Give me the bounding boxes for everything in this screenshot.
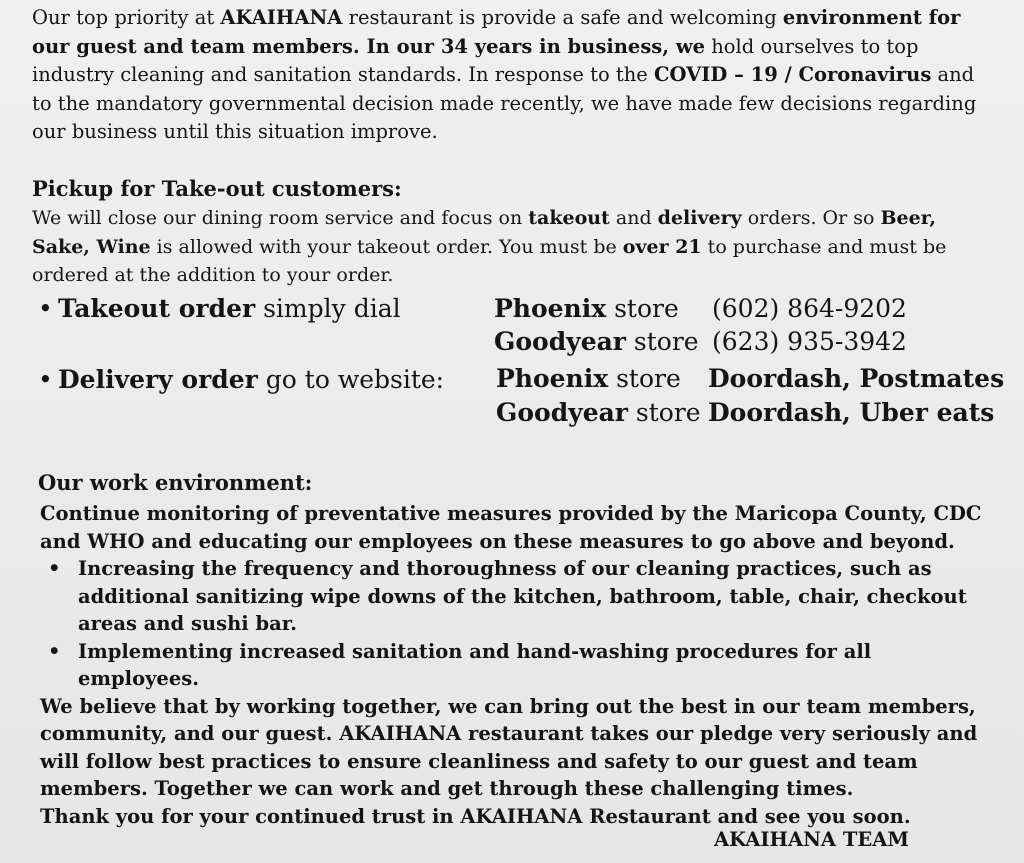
intro-text: restaurant is provide a safe and welcoming — [342, 6, 783, 29]
delivery-label: Delivery order — [58, 365, 258, 394]
covid-label: COVID – 19 / Coronavirus — [654, 63, 932, 86]
bullet-icon: • — [38, 365, 53, 394]
goodyear-phone: (623) 935-3942 — [712, 327, 907, 356]
store-word: store — [606, 294, 679, 323]
intro-text: Our top priority at — [32, 6, 221, 29]
phoenix-phone: (602) 864-9202 — [712, 294, 907, 323]
work-heading: Our work environment: — [38, 470, 313, 495]
takeout-text: simply dial — [255, 294, 401, 323]
signature: AKAIHANA TEAM — [714, 828, 909, 851]
store-name: Phoenix — [496, 364, 609, 393]
pickup-bold: over 21 — [622, 235, 702, 258]
pickup-text: and — [609, 207, 658, 229]
store-word: store — [625, 327, 699, 356]
delivery-bullet — [38, 365, 444, 394]
intro-bold: environment for our guest and team members. In our 34 years in business, we — [32, 6, 961, 58]
delivery-phoenix-store — [496, 364, 681, 393]
takeout-goodyear-store — [494, 327, 699, 356]
work-section — [40, 500, 990, 830]
pickup-bold: Beer, Sake, Wine — [32, 207, 936, 258]
intro-text: and to the mandatory governmental decision made recently, we have made few decisions regarding our business until this situation improve. — [32, 63, 977, 143]
pickup-text: We will close our dining room service and focus on — [32, 207, 529, 229]
work-intro: Continue monitoring of preventative measures provided by the Maricopa County, CDC and WHO and educating our employees on these measures to go above and beyond. — [40, 502, 982, 553]
store-name: Goodyear — [496, 398, 628, 427]
pickup-bold: delivery — [657, 207, 742, 229]
thanks-line: Thank you for your continued trust in AKAIHANA Restaurant and see you soon. — [40, 804, 911, 828]
takeout-label: Takeout order — [58, 294, 256, 323]
phoenix-delivery-services: Doordash, Postmates — [708, 364, 1005, 393]
store-word: store — [608, 364, 681, 393]
pickup-text: to purchase and must be ordered at the addition to your order. — [32, 235, 947, 286]
bullet-icon: • — [38, 294, 53, 323]
closing-paragraph: We believe that by working together, we can bring out the best in our team members, community, and our guest. AKAIHANA restaurant takes our pledge very seriously and will follow best practices to ensure cleanliness and safety to our guest and team members. Together we can work and get through these challenging times. — [40, 694, 978, 800]
bullet-icon: • — [48, 639, 61, 663]
list-item — [40, 555, 990, 638]
store-name: Goodyear — [494, 327, 626, 356]
takeout-phoenix-store — [494, 294, 679, 323]
goodyear-delivery-services: Doordash, Uber eats — [708, 398, 995, 427]
bullet-icon: • — [48, 557, 61, 580]
intro-paragraph — [32, 4, 997, 147]
takeout-bullet — [38, 294, 401, 323]
delivery-text: go to website: — [257, 365, 445, 394]
list-item — [40, 638, 990, 693]
list-item-text: Implementing increased sanitation and hand-washing procedures for all employees. — [78, 639, 872, 690]
pickup-heading: Pickup for Take-out customers: — [32, 176, 402, 201]
list-item-text: Increasing the frequency and thoroughness of our cleaning practices, such as additional sanitizing wipe downs of the kitchen, bathroom, table, chair, checkout areas and sushi bar. — [78, 557, 967, 635]
brand-name: AKAIHANA — [220, 6, 343, 29]
pickup-paragraph — [32, 204, 997, 290]
pickup-bold: takeout — [528, 207, 610, 229]
intro-text: hold ourselves to top industry cleaning and sanitation standards. In response to the — [32, 34, 919, 86]
store-word: store — [627, 398, 701, 427]
pickup-text: orders. Or so — [741, 207, 881, 229]
store-name: Phoenix — [494, 294, 607, 323]
pickup-text: is allowed with your takeout order. You must be — [150, 235, 623, 258]
delivery-goodyear-store — [496, 398, 701, 427]
